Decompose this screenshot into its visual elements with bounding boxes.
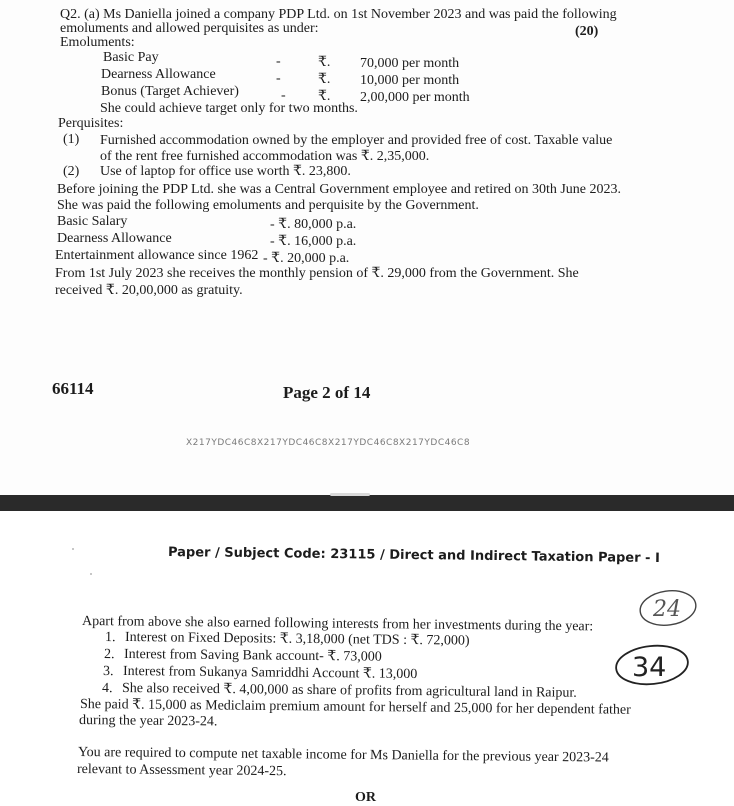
paper-code-footer: 66114 xyxy=(52,379,94,398)
govt-label: Entertainment allowance since 1962 xyxy=(55,248,259,263)
emolument-currency: ₹. xyxy=(318,55,331,70)
emolument-currency: ₹. xyxy=(318,89,331,104)
interest-number: 3. xyxy=(102,664,114,680)
handwritten-mark-value: 24 xyxy=(653,597,681,622)
interest-item: Interest on Fixed Deposits: ₹. 3,18,000 (net TDS : ₹. 72,000) xyxy=(124,630,470,649)
target-note: She could achieve target only for two months. xyxy=(100,101,358,116)
subject-code-header: Paper / Subject Code: 23115 / Direct and Indirect Taxation Paper - I xyxy=(167,545,660,567)
emolument-label: Dearness Allowance xyxy=(101,67,216,82)
page-divider xyxy=(0,495,734,511)
marks: (20) xyxy=(575,24,599,39)
emolument-label: Bonus (Target Achiever) xyxy=(101,84,239,99)
handwritten-circle-mark xyxy=(636,588,700,628)
emolument-value: 2,00,000 per month xyxy=(360,90,470,105)
emolument-dash: - xyxy=(276,54,281,69)
govt-value: - ₹. 20,000 p.a. xyxy=(263,251,350,266)
perq-number: (1) xyxy=(63,132,80,147)
interest-item: Interest from Saving Bank account- ₹. 73,000 xyxy=(123,647,382,665)
emolument-value: 10,000 per month xyxy=(360,73,460,88)
emolument-dash: - xyxy=(276,71,281,86)
govt-label: Dearness Allowance xyxy=(57,231,172,246)
watermark-text: X217YDC46C8X217YDC46C8X217YDC46C8X217YDC46C8 xyxy=(186,438,471,448)
interest-number: 1. xyxy=(104,630,116,646)
emolument-dash: - xyxy=(281,88,286,103)
handwritten-mark-value: 34 xyxy=(632,652,667,683)
apart-line: Apart from above she also earned following interests from her investments during the year: xyxy=(81,614,594,635)
pension-line-1: From 1st July 2023 she receives the monthly pension of ₹. 29,000 from the Government. She xyxy=(55,266,579,281)
emolument-value: 70,000 per month xyxy=(360,56,460,71)
emolument-label: Basic Pay xyxy=(103,50,159,65)
govt-value: - ₹. 80,000 p.a. xyxy=(270,217,357,232)
before-line-2: She was paid the following emoluments and perquisite by the Government. xyxy=(57,198,479,213)
perq-1-line-2: of the rent free furnished accommodation was ₹. 2,35,000. xyxy=(100,149,430,164)
or-separator: OR xyxy=(355,790,376,805)
scan-speck xyxy=(90,573,92,575)
perq-2-line-1: Use of laptop for office use worth ₹. 23,800. xyxy=(100,164,351,179)
interest-number: 2. xyxy=(103,647,115,663)
compute-line-1: You are required to compute net taxable income for Ms Daniella for the previous year 2023-24 xyxy=(77,745,609,766)
govt-value: - ₹. 16,000 p.a. xyxy=(270,234,357,249)
handwritten-circle-mark xyxy=(612,642,692,688)
perq-number: (2) xyxy=(63,164,80,179)
interest-item: Interest from Sukanya Samriddhi Account ₹. 13,000 xyxy=(122,664,418,683)
mediclaim-line-2: during the year 2023-24. xyxy=(78,713,218,730)
divider-highlight xyxy=(330,493,370,496)
compute-line-2: relevant to Assessment year 2024-25. xyxy=(76,762,287,780)
pension-line-2: received ₹. 20,00,000 as gratuity. xyxy=(55,283,243,298)
mediclaim-line-1: She paid ₹. 15,000 as Mediclaim premium amount for herself and 25,000 for her dependent father xyxy=(79,697,631,718)
perquisites-heading: Perquisites: xyxy=(58,116,124,131)
page-number: Page 2 of 14 xyxy=(283,383,371,402)
emolument-currency: ₹. xyxy=(318,72,331,87)
govt-label: Basic Salary xyxy=(57,214,128,229)
question-line-2: emoluments and allowed perquisites as under: xyxy=(60,21,319,36)
interest-number: 4. xyxy=(101,681,113,697)
before-line-1: Before joining the PDP Ltd. she was a Central Government employee and retired on 30th June 2023. xyxy=(57,182,622,197)
emoluments-heading: Emoluments: xyxy=(60,35,135,50)
question-line-1: Q2. (a) Ms Daniella joined a company PDP Ltd. on 1st November 2023 and was paid the following xyxy=(60,7,617,22)
interest-item: She also received ₹. 4,00,000 as share of profits from agricultural land in Raipur. xyxy=(121,681,577,701)
perq-1-line-1: Furnished accommodation owned by the employer and provided free of cost. Taxable value xyxy=(100,133,613,148)
scan-speck xyxy=(72,548,74,550)
